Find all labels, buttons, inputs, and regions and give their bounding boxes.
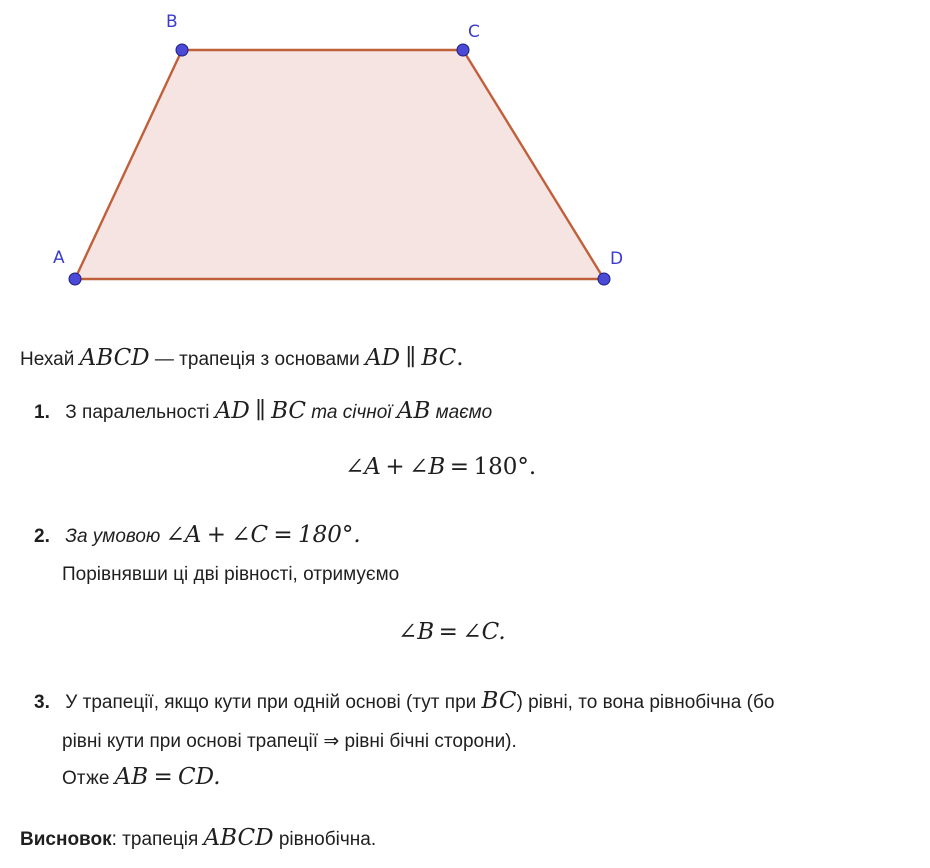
conclusion-trap: ABCD bbox=[203, 825, 274, 851]
intro-bc: BC bbox=[421, 345, 457, 371]
step3-ab: AB bbox=[114, 764, 149, 790]
intro-prefix: Нехай bbox=[20, 349, 75, 370]
step3-text-b: ) рівні, то вона рівнобічна (бо bbox=[516, 692, 775, 713]
label-a: A bbox=[53, 248, 65, 268]
step3-cd: CD. bbox=[178, 764, 221, 790]
step2-angle-a: ∠A bbox=[165, 522, 202, 548]
step2-formula bbox=[398, 619, 506, 645]
step1-equals: = bbox=[449, 454, 469, 480]
step3-number: 3. bbox=[34, 692, 50, 713]
step1-text-c: маємо bbox=[435, 402, 493, 423]
step1-text-b: та січної bbox=[311, 402, 392, 423]
step1-ab: AB bbox=[396, 398, 431, 424]
step1-formula bbox=[345, 454, 536, 480]
step3-line bbox=[34, 688, 774, 714]
step3-text-a: У трапеції, якщо кути при одній основі (тут при bbox=[65, 692, 477, 713]
intro-end: . bbox=[456, 345, 464, 371]
conclusion-colon: : bbox=[111, 829, 117, 850]
label-d: D bbox=[610, 249, 624, 269]
step2-line bbox=[34, 522, 361, 548]
step2-plus: + bbox=[206, 522, 226, 548]
step3-line-b bbox=[62, 730, 517, 753]
step1-bc: BC bbox=[271, 398, 306, 424]
step1-angle-b: ∠B bbox=[409, 454, 446, 480]
step1-text-a: З паралельності bbox=[65, 402, 210, 423]
step2-equals: = bbox=[273, 522, 293, 548]
label-c: C bbox=[468, 22, 480, 42]
step2-text-a: За умовою bbox=[65, 526, 161, 547]
step3-bc: BC bbox=[481, 688, 517, 714]
step1-par: ∥ bbox=[255, 398, 266, 424]
step2-number: 2. bbox=[34, 526, 50, 547]
step1-line bbox=[34, 398, 492, 424]
intro-trap: ABCD bbox=[79, 345, 150, 371]
conclusion-label: Висновок bbox=[20, 829, 112, 850]
step2-equals-2: = bbox=[438, 619, 458, 645]
step3-text-c: рівні кути при основі трапеції ⇒ рівні бічні сторони). bbox=[62, 731, 517, 752]
conclusion-text-a: трапеція bbox=[122, 829, 199, 850]
intro-line bbox=[20, 345, 464, 371]
step1-number: 1. bbox=[34, 402, 50, 423]
step1-plus: + bbox=[385, 454, 405, 480]
conclusion-text-b: рівнобічна. bbox=[278, 829, 377, 850]
step1-angle-a: ∠A bbox=[345, 454, 381, 480]
intro-ad: AD bbox=[365, 345, 401, 371]
label-b: B bbox=[166, 12, 178, 32]
step3-equals: = bbox=[153, 764, 173, 790]
step1-ad: AD bbox=[214, 398, 250, 424]
step2-angle-b: ∠B bbox=[398, 619, 435, 645]
intro-mid: — трапеція з основами bbox=[154, 349, 360, 370]
step2-text-b: Порівнявши ці дві рівності, отримуємо bbox=[62, 564, 400, 585]
step2-value: 180°. bbox=[297, 522, 361, 548]
step3-line-c bbox=[62, 764, 221, 790]
step1-value: 180°. bbox=[473, 454, 537, 480]
intro-par: ∥ bbox=[405, 345, 417, 371]
step2-angle-c-2: ∠C. bbox=[462, 619, 506, 645]
step2-line-b bbox=[62, 564, 399, 586]
step3-text-d: Отже bbox=[62, 768, 110, 789]
step2-angle-c: ∠C bbox=[231, 522, 269, 548]
conclusion-line bbox=[20, 825, 376, 851]
